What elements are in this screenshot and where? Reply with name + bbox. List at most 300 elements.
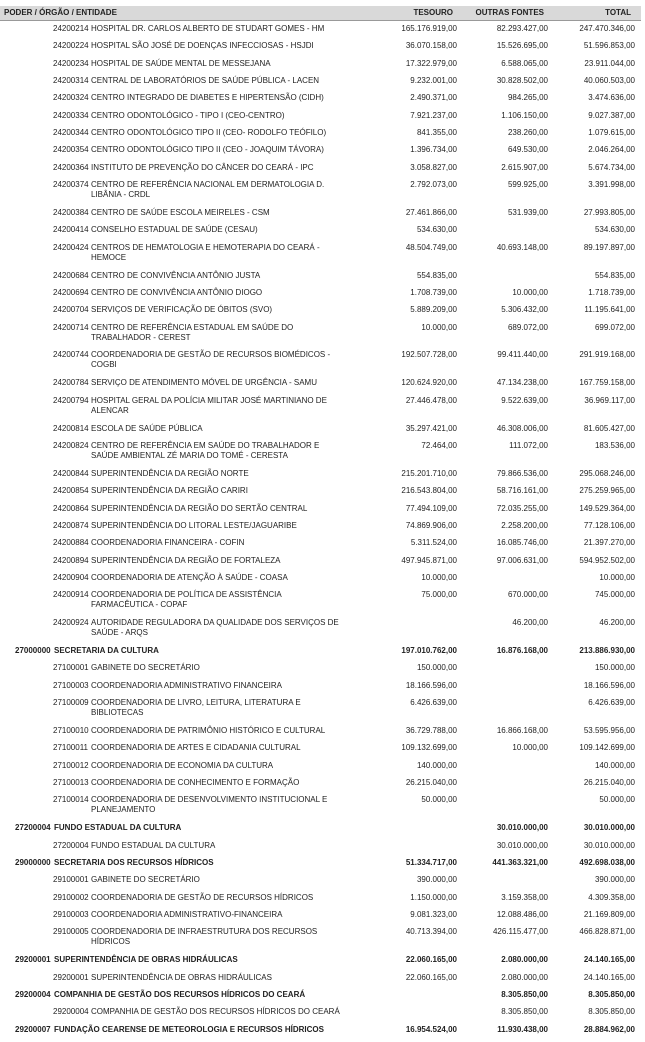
row-code: 24200854: [53, 486, 89, 496]
row-total-value: 50.000,00: [599, 795, 635, 805]
row-code: 29100005: [53, 927, 89, 937]
row-total-value: 23.911.044,00: [584, 58, 635, 68]
row-code: 27100001: [53, 663, 89, 673]
row-entity-name: AUTORIDADE REGULADORA DA QUALIDADE DOS SERVIÇOS DE SAÚDE - ARQS: [91, 618, 339, 638]
table-row: [0, 761, 645, 778]
row-entity-name: CENTRO INTEGRADO DE DIABETES E HIPERTENSÃO (CIDH): [91, 93, 324, 103]
row-entity-name: COORDENADORIA DE PATRIMÔNIO HISTÓRICO E CULTURAL: [91, 725, 326, 735]
table-row: [0, 795, 645, 823]
row-code: 29200001: [15, 955, 51, 965]
row-entity-name: CENTRO DE REFERÊNCIA ESTADUAL EM SAÚDE DO TRABALHADOR - CEREST: [91, 322, 294, 342]
row-tesouro-value: 554.835,00: [416, 270, 457, 280]
row-entity-name: FUNDO ESTADUAL DA CULTURA: [91, 840, 216, 850]
row-entity-name: CENTRAL DE LABORATÓRIOS DE SAÚDE PÚBLICA - LACEN: [91, 76, 320, 86]
row-code: 29100001: [53, 875, 89, 885]
row-tesouro-value: 9.081.323,00: [410, 909, 457, 919]
row-outras-fontes-value: 15.526.695,00: [496, 41, 548, 51]
row-total-value: 81.605.427,00: [583, 423, 635, 433]
row-entity-name: SUPERINTENDÊNCIA DO LITORAL LESTE/JAGUARIBE: [91, 520, 297, 530]
row-code: 29200007: [15, 1024, 51, 1034]
row-entity-name: SERVIÇO DE ATENDIMENTO MÓVEL DE URGÊNCIA - SAMU: [91, 378, 317, 388]
table-group-row: [0, 646, 645, 663]
row-entity-name: HOSPITAL GERAL DA POLÍCIA MILITAR JOSÉ MARTINIANO DE ALENCAR: [91, 395, 327, 415]
row-tesouro-value: 72.464,00: [421, 440, 457, 450]
row-total-value: 150.000,00: [594, 663, 635, 673]
row-total-value: 213.886.930,00: [579, 646, 635, 656]
table-row: [0, 590, 645, 618]
row-code: 24200414: [53, 225, 89, 235]
row-total-value: 24.140.165,00: [583, 955, 635, 965]
table-row: [0, 41, 645, 58]
row-tesouro-value: 841.355,00: [416, 128, 457, 138]
row-total-value: 8.305.850,00: [588, 989, 635, 999]
row-outras-fontes-value: 111.072,00: [509, 440, 548, 450]
table-row: [0, 59, 645, 76]
row-total-value: 140.000,00: [594, 760, 635, 770]
table-group-row: [0, 858, 645, 875]
row-outras-fontes-value: 30.010.000,00: [496, 823, 548, 833]
row-outras-fontes-value: 984.265,00: [507, 93, 548, 103]
table-row: [0, 778, 645, 795]
row-code: 24200904: [53, 572, 89, 582]
row-tesouro-value: 109.132.699,00: [401, 743, 457, 753]
table-row: [0, 893, 645, 910]
table-row: [0, 698, 645, 726]
row-tesouro-value: 3.058.827,00: [410, 162, 457, 172]
row-entity-name: CENTRO DE CONVIVÊNCIA ANTÔNIO JUSTA: [91, 270, 261, 280]
table-row: [0, 573, 645, 590]
row-outras-fontes-value: 10.000,00: [512, 287, 548, 297]
row-tesouro-value: 216.543.804,00: [401, 486, 457, 496]
row-entity-name: SUPERINTENDÊNCIA DA REGIÃO CARIRI: [91, 486, 248, 496]
row-outras-fontes-value: 531.939,00: [507, 207, 548, 217]
row-code: 29200001: [53, 972, 89, 982]
row-tesouro-value: 5.889.209,00: [410, 305, 457, 315]
row-total-value: 26.215.040,00: [583, 777, 635, 787]
row-tesouro-value: 534.630,00: [416, 225, 457, 235]
row-tesouro-value: 9.232.001,00: [410, 76, 457, 86]
row-outras-fontes-value: 16.085.746,00: [496, 538, 548, 548]
row-entity-name: COORDENADORIA DE GESTÃO DE RECURSOS HÍDRICOS: [91, 892, 314, 902]
row-entity-name: HOSPITAL DE SAÚDE MENTAL DE MESSEJANA: [91, 58, 271, 68]
row-outras-fontes-value: 16.866.168,00: [496, 725, 548, 735]
row-entity-name: COORDENADORIA FINANCEIRA - COFIN: [91, 538, 245, 548]
row-total-value: 554.835,00: [594, 270, 635, 280]
row-entity-name: INSTITUTO DE PREVENÇÃO DO CÂNCER DO CEARÁ - IPC: [91, 162, 314, 172]
table-row: [0, 396, 645, 424]
row-code: 29100003: [53, 909, 89, 919]
table-group-row: [0, 955, 645, 972]
row-code: 29200004: [53, 1007, 89, 1017]
row-entity-name: GABINETE DO SECRETÁRIO: [91, 663, 200, 673]
table-row: [0, 243, 645, 271]
row-tesouro-value: 26.215.040,00: [405, 777, 457, 787]
table-row: [0, 486, 645, 503]
table-row: [0, 910, 645, 927]
row-total-value: 699.072,00: [594, 322, 635, 332]
row-entity-name: COMPANHIA DE GESTÃO DOS RECURSOS HÍDRICOS DO CEARÁ: [54, 989, 306, 999]
row-code: 27100014: [53, 795, 89, 805]
row-entity-name: COORDENADORIA DE GESTÃO DE RECURSOS BIOMÉDICOS - COGBI: [91, 350, 331, 370]
table-row: [0, 556, 645, 573]
row-tesouro-value: 35.297.421,00: [405, 423, 457, 433]
table-row: [0, 225, 645, 242]
table-row: [0, 1007, 645, 1024]
row-code: 27100011: [53, 743, 88, 753]
row-outras-fontes-value: 12.088.486,00: [496, 909, 548, 919]
row-code: 24200694: [53, 287, 89, 297]
table-row: [0, 208, 645, 225]
row-outras-fontes-value: 30.828.502,00: [496, 76, 548, 86]
row-outras-fontes-value: 79.866.536,00: [496, 468, 548, 478]
row-total-value: 183.536,00: [594, 440, 635, 450]
row-total-value: 1.079.615,00: [588, 128, 635, 138]
row-outras-fontes-value: 2.258.200,00: [501, 520, 548, 530]
table-row: [0, 469, 645, 486]
table-row: [0, 504, 645, 521]
row-outras-fontes-value: 9.522.639,00: [501, 395, 548, 405]
row-tesouro-value: 74.869.906,00: [405, 520, 457, 530]
row-tesouro-value: 7.921.237,00: [410, 110, 457, 120]
row-entity-name: CENTRO DE REFERÊNCIA EM SAÚDE DO TRABALHADOR E SAÚDE AMBIENTAL ZÉ MARIA DO TOMÉ - CERESTA: [91, 440, 320, 460]
row-entity-name: COORDENADORIA DE POLÍTICA DE ASSISTÊNCIA FARMACÊUTICA - COPAF: [91, 590, 282, 610]
row-code: 24200214: [53, 24, 89, 33]
row-tesouro-value: 5.311.524,00: [410, 538, 457, 548]
row-tesouro-value: 150.000,00: [416, 663, 457, 673]
table-row: [0, 841, 645, 858]
row-entity-name: COORDENADORIA DE LIVRO, LEITURA, LITERATURA E BIBLIOTECAS: [91, 698, 301, 718]
table-row: [0, 726, 645, 743]
row-total-value: 53.595.956,00: [583, 725, 635, 735]
row-code: 24200844: [53, 468, 89, 478]
row-total-value: 4.309.358,00: [588, 892, 635, 902]
row-entity-name: SUPERINTENDÊNCIA DA REGIÃO NORTE: [91, 468, 249, 478]
row-total-value: 18.166.596,00: [583, 680, 635, 690]
row-outras-fontes-value: 11.930.438,00: [497, 1024, 548, 1034]
table-row: [0, 163, 645, 180]
row-tesouro-value: 77.494.109,00: [405, 503, 457, 513]
row-entity-name: CENTRO ODONTOLÓGICO TIPO II (CEO- RODOLFO TEÓFILO): [91, 128, 327, 138]
row-tesouro-value: 48.504.749,00: [405, 242, 457, 252]
header-tesouro: TESOURO: [413, 8, 453, 17]
row-entity-name: CENTRO ODONTOLÓGICO - TIPO I (CEO-CENTRO): [91, 110, 285, 120]
row-code: 29100002: [53, 892, 89, 902]
row-entity-name: SUPERINTENDÊNCIA DA REGIÃO DE FORTALEZA: [91, 555, 281, 565]
row-total-value: 8.305.850,00: [588, 1007, 635, 1017]
table-row: [0, 180, 645, 208]
row-entity-name: CENTRO DE REFERÊNCIA NACIONAL EM DERMATOLOGIA D. LIBÂNIA - CRDL: [91, 180, 325, 200]
row-entity-name: CENTRO DE CONVIVÊNCIA ANTÔNIO DIOGO: [91, 287, 263, 297]
row-total-value: 466.828.871,00: [579, 927, 635, 937]
row-tesouro-value: 497.945.871,00: [401, 555, 457, 565]
row-outras-fontes-value: 6.588.065,00: [501, 58, 548, 68]
row-entity-name: CENTRO DE SAÚDE ESCOLA MEIRELES - CSM: [91, 207, 270, 217]
row-total-value: 30.010.000,00: [583, 840, 635, 850]
row-entity-name: COORDENADORIA DE DESENVOLVIMENTO INSTITUCIONAL E PLANEJAMENTO: [91, 795, 328, 815]
row-tesouro-value: 22.060.165,00: [405, 955, 457, 965]
row-total-value: 89.197.897,00: [583, 242, 635, 252]
row-code: 27100003: [53, 680, 89, 690]
row-tesouro-value: 36.729.788,00: [405, 725, 457, 735]
row-entity-name: SECRETARIA DOS RECURSOS HÍDRICOS: [54, 857, 214, 867]
row-outras-fontes-value: 3.159.358,00: [501, 892, 548, 902]
row-code: 29200004: [15, 989, 51, 999]
row-tesouro-value: 1.396.734,00: [410, 145, 457, 155]
row-outras-fontes-value: 58.716.161,00: [496, 486, 548, 496]
row-total-value: 28.884.962,00: [583, 1024, 635, 1034]
row-entity-name: CENTRO ODONTOLÓGICO TIPO II (CEO - JOAQUIM TÁVORA): [91, 145, 324, 155]
row-total-value: 30.010.000,00: [583, 823, 635, 833]
table-row: [0, 24, 645, 41]
row-outras-fontes-value: 2.080.000,00: [501, 955, 548, 965]
row-total-value: 745.000,00: [594, 590, 635, 600]
row-outras-fontes-value: 689.072,00: [507, 322, 548, 332]
row-code: 24200224: [53, 41, 89, 51]
row-outras-fontes-value: 8.305.850,00: [501, 989, 548, 999]
row-total-value: 46.200,00: [599, 618, 635, 628]
table-row: [0, 875, 645, 892]
table-header: [0, 6, 641, 21]
row-outras-fontes-value: 46.200,00: [512, 618, 548, 628]
row-code: 27100009: [53, 698, 89, 708]
row-code: 27000000: [15, 646, 51, 656]
row-code: 24200364: [53, 162, 89, 172]
row-outras-fontes-value: 30.010.000,00: [496, 840, 548, 850]
row-code: 24200324: [53, 93, 89, 103]
row-total-value: 3.474.636,00: [588, 93, 635, 103]
row-outras-fontes-value: 649.530,00: [507, 145, 548, 155]
row-code: 24200234: [53, 58, 89, 68]
row-total-value: 77.128.106,00: [583, 520, 635, 530]
row-code: 27200004: [15, 823, 51, 833]
row-code: 24200344: [53, 128, 89, 138]
row-outras-fontes-value: 670.000,00: [507, 590, 548, 600]
row-total-value: 167.759.158,00: [579, 378, 635, 388]
row-tesouro-value: 192.507.728,00: [401, 350, 457, 360]
row-total-value: 24.140.165,00: [583, 972, 635, 982]
table-row: [0, 271, 645, 288]
row-total-value: 11.195.641,00: [584, 305, 635, 315]
row-outras-fontes-value: 5.306.432,00: [501, 305, 548, 315]
row-code: 24200374: [53, 180, 89, 190]
row-code: 24200424: [53, 242, 89, 252]
header-entity: PODER / ÓRGÃO / ENTIDADE: [4, 8, 117, 17]
row-outras-fontes-value: 16.876.168,00: [496, 646, 548, 656]
table-group-row: [0, 1025, 645, 1042]
row-entity-name: CONSELHO ESTADUAL DE SAÚDE (CESAU): [91, 225, 258, 235]
row-code: 24200334: [53, 110, 89, 120]
row-total-value: 594.952.502,00: [579, 555, 635, 565]
table-row: [0, 288, 645, 305]
table-body: [0, 24, 645, 1042]
row-entity-name: ESCOLA DE SAÚDE PÚBLICA: [91, 423, 203, 433]
table-row: [0, 111, 645, 128]
row-tesouro-value: 22.060.165,00: [405, 972, 457, 982]
row-outras-fontes-value: 72.035.255,00: [496, 503, 548, 513]
table-row: [0, 681, 645, 698]
header-outras-fontes: OUTRAS FONTES: [475, 8, 544, 17]
row-code: 29000000: [15, 857, 51, 867]
row-code: 27100010: [53, 725, 89, 735]
row-outras-fontes-value: 238.260,00: [507, 128, 548, 138]
table-row: [0, 618, 645, 646]
row-total-value: 21.397.270,00: [583, 538, 635, 548]
row-tesouro-value: 1.708.739,00: [410, 287, 457, 297]
row-total-value: 291.919.168,00: [579, 350, 635, 360]
row-tesouro-value: 51.334.717,00: [405, 857, 457, 867]
row-tesouro-value: 27.461.866,00: [405, 207, 457, 217]
row-entity-name: COMPANHIA DE GESTÃO DOS RECURSOS HÍDRICOS DO CEARÁ: [91, 1007, 340, 1017]
row-entity-name: COORDENADORIA DE ECONOMIA DA CULTURA: [91, 760, 274, 770]
row-entity-name: SUPERINTENDÊNCIA DE OBRAS HIDRÁULICAS: [91, 972, 272, 982]
row-tesouro-value: 390.000,00: [416, 875, 457, 885]
row-code: 24200314: [53, 76, 89, 86]
row-code: 24200924: [53, 618, 89, 628]
row-code: 24200784: [53, 378, 89, 388]
table-row: [0, 424, 645, 441]
row-tesouro-value: 50.000,00: [421, 795, 457, 805]
row-total-value: 247.470.346,00: [579, 24, 635, 33]
row-tesouro-value: 120.624.920,00: [401, 378, 457, 388]
row-code: 24200824: [53, 440, 89, 450]
row-code: 24200354: [53, 145, 89, 155]
row-tesouro-value: 140.000,00: [416, 760, 457, 770]
row-total-value: 295.068.246,00: [579, 468, 635, 478]
table-row: [0, 145, 645, 162]
table-row: [0, 927, 645, 955]
table-row: [0, 76, 645, 93]
row-code: 24200914: [53, 590, 89, 600]
row-entity-name: HOSPITAL DR. CARLOS ALBERTO DE STUDART GOMES - HM: [91, 24, 325, 33]
row-tesouro-value: 75.000,00: [421, 590, 457, 600]
table-row: [0, 663, 645, 680]
row-tesouro-value: 215.201.710,00: [401, 468, 457, 478]
row-code: 27100013: [53, 777, 89, 787]
header-total: TOTAL: [605, 8, 631, 17]
row-code: 24200704: [53, 305, 89, 315]
row-tesouro-value: 197.010.762,00: [401, 646, 457, 656]
row-outras-fontes-value: 40.693.148,00: [496, 242, 548, 252]
table-row: [0, 743, 645, 760]
row-tesouro-value: 165.176.919,00: [401, 24, 457, 33]
table-row: [0, 378, 645, 395]
row-outras-fontes-value: 82.293.427,00: [496, 24, 548, 33]
row-entity-name: COORDENADORIA ADMINISTRATIVO-FINANCEIRA: [91, 909, 283, 919]
row-total-value: 10.000,00: [599, 572, 635, 582]
table-group-row: [0, 990, 645, 1007]
row-outras-fontes-value: 47.134.238,00: [496, 378, 548, 388]
row-total-value: 492.698.038,00: [579, 857, 635, 867]
row-outras-fontes-value: 599.925,00: [507, 180, 548, 190]
row-total-value: 534.630,00: [594, 225, 635, 235]
row-code: 24200864: [53, 503, 89, 513]
row-entity-name: COORDENADORIA ADMINISTRATIVO FINANCEIRA: [91, 680, 282, 690]
row-entity-name: COORDENADORIA DE ATENÇÃO À SAÚDE - COASA: [91, 572, 288, 582]
row-outras-fontes-value: 97.006.631,00: [496, 555, 548, 565]
row-outras-fontes-value: 426.115.477,00: [492, 927, 548, 937]
row-entity-name: COORDENADORIA DE INFRAESTRUTURA DOS RECURSOS HÍDRICOS: [91, 927, 318, 947]
row-outras-fontes-value: 2.615.907,00: [501, 162, 548, 172]
row-tesouro-value: 2.490.371,00: [410, 93, 457, 103]
table-row: [0, 128, 645, 145]
row-entity-name: HOSPITAL SÃO JOSÉ DE DOENÇAS INFECCIOSAS - HSJDI: [91, 41, 314, 51]
row-tesouro-value: 1.150.000,00: [410, 892, 457, 902]
row-code: 24200794: [53, 395, 89, 405]
row-code: 24200814: [53, 423, 89, 433]
row-tesouro-value: 6.426.639,00: [410, 698, 457, 708]
row-outras-fontes-value: 10.000,00: [512, 743, 548, 753]
row-entity-name: SUPERINTENDÊNCIA DA REGIÃO DO SERTÃO CENTRAL: [91, 503, 308, 513]
row-entity-name: COORDENADORIA DE ARTES E CIDADANIA CULTURAL: [91, 743, 301, 753]
row-tesouro-value: 27.446.478,00: [405, 395, 457, 405]
table-row: [0, 441, 645, 469]
row-total-value: 1.718.739,00: [588, 287, 635, 297]
table-row: [0, 973, 645, 990]
row-total-value: 6.426.639,00: [588, 698, 635, 708]
row-entity-name: SERVIÇOS DE VERIFICAÇÃO DE ÓBITOS (SVO): [91, 305, 273, 315]
row-outras-fontes-value: 1.106.150,00: [501, 110, 548, 120]
row-total-value: 2.046.264,00: [588, 145, 635, 155]
row-tesouro-value: 16.954.524,00: [405, 1024, 457, 1034]
row-code: 24200714: [53, 322, 89, 332]
row-total-value: 275.259.965,00: [579, 486, 635, 496]
row-tesouro-value: 2.792.073,00: [410, 180, 457, 190]
row-entity-name: SECRETARIA DA CULTURA: [54, 646, 159, 656]
row-total-value: 149.529.364,00: [579, 503, 635, 513]
row-entity-name: SUPERINTENDÊNCIA DE OBRAS HIDRÁULICAS: [54, 955, 238, 965]
table-row: [0, 305, 645, 322]
row-total-value: 36.969.117,00: [584, 395, 635, 405]
row-tesouro-value: 18.166.596,00: [405, 680, 457, 690]
row-outras-fontes-value: 441.363.321,00: [492, 857, 548, 867]
table-row: [0, 538, 645, 555]
row-code: 24200744: [53, 350, 89, 360]
row-entity-name: CENTROS DE HEMATOLOGIA E HEMOTERAPIA DO CEARÁ - HEMOCE: [91, 242, 320, 262]
row-entity-name: GABINETE DO SECRETÁRIO: [91, 875, 200, 885]
row-outras-fontes-value: 8.305.850,00: [501, 1007, 548, 1017]
row-code: 27100012: [53, 760, 89, 770]
row-entity-name: FUNDAÇÃO CEARENSE DE METEOROLOGIA E RECURSOS HÍDRICOS: [54, 1024, 324, 1034]
row-entity-name: FUNDO ESTADUAL DA CULTURA: [54, 823, 182, 833]
row-total-value: 9.027.387,00: [588, 110, 635, 120]
row-code: 24200884: [53, 538, 89, 548]
row-tesouro-value: 10.000,00: [421, 572, 457, 582]
table-row: [0, 350, 645, 378]
table-group-row: [0, 823, 645, 840]
row-code: 27200004: [53, 840, 89, 850]
row-tesouro-value: 40.713.394,00: [405, 927, 457, 937]
row-outras-fontes-value: 46.308.006,00: [496, 423, 548, 433]
row-outras-fontes-value: 99.411.440,00: [497, 350, 548, 360]
row-total-value: 5.674.734,00: [588, 162, 635, 172]
row-code: 24200894: [53, 555, 89, 565]
row-total-value: 109.142.699,00: [579, 743, 635, 753]
row-code: 24200874: [53, 520, 89, 530]
table-row: [0, 521, 645, 538]
table-row: [0, 323, 645, 351]
row-code: 24200684: [53, 270, 89, 280]
row-total-value: 27.993.805,00: [583, 207, 635, 217]
row-entity-name: COORDENADORIA DE CONHECIMENTO E FORMAÇÃO: [91, 777, 300, 787]
row-total-value: 40.060.503,00: [583, 76, 635, 86]
row-tesouro-value: 10.000,00: [421, 322, 457, 332]
row-outras-fontes-value: 2.080.000,00: [501, 972, 548, 982]
row-code: 24200384: [53, 207, 89, 217]
row-total-value: 3.391.998,00: [588, 180, 635, 190]
row-tesouro-value: 17.322.979,00: [405, 58, 457, 68]
row-total-value: 390.000,00: [594, 875, 635, 885]
table-row: [0, 93, 645, 110]
